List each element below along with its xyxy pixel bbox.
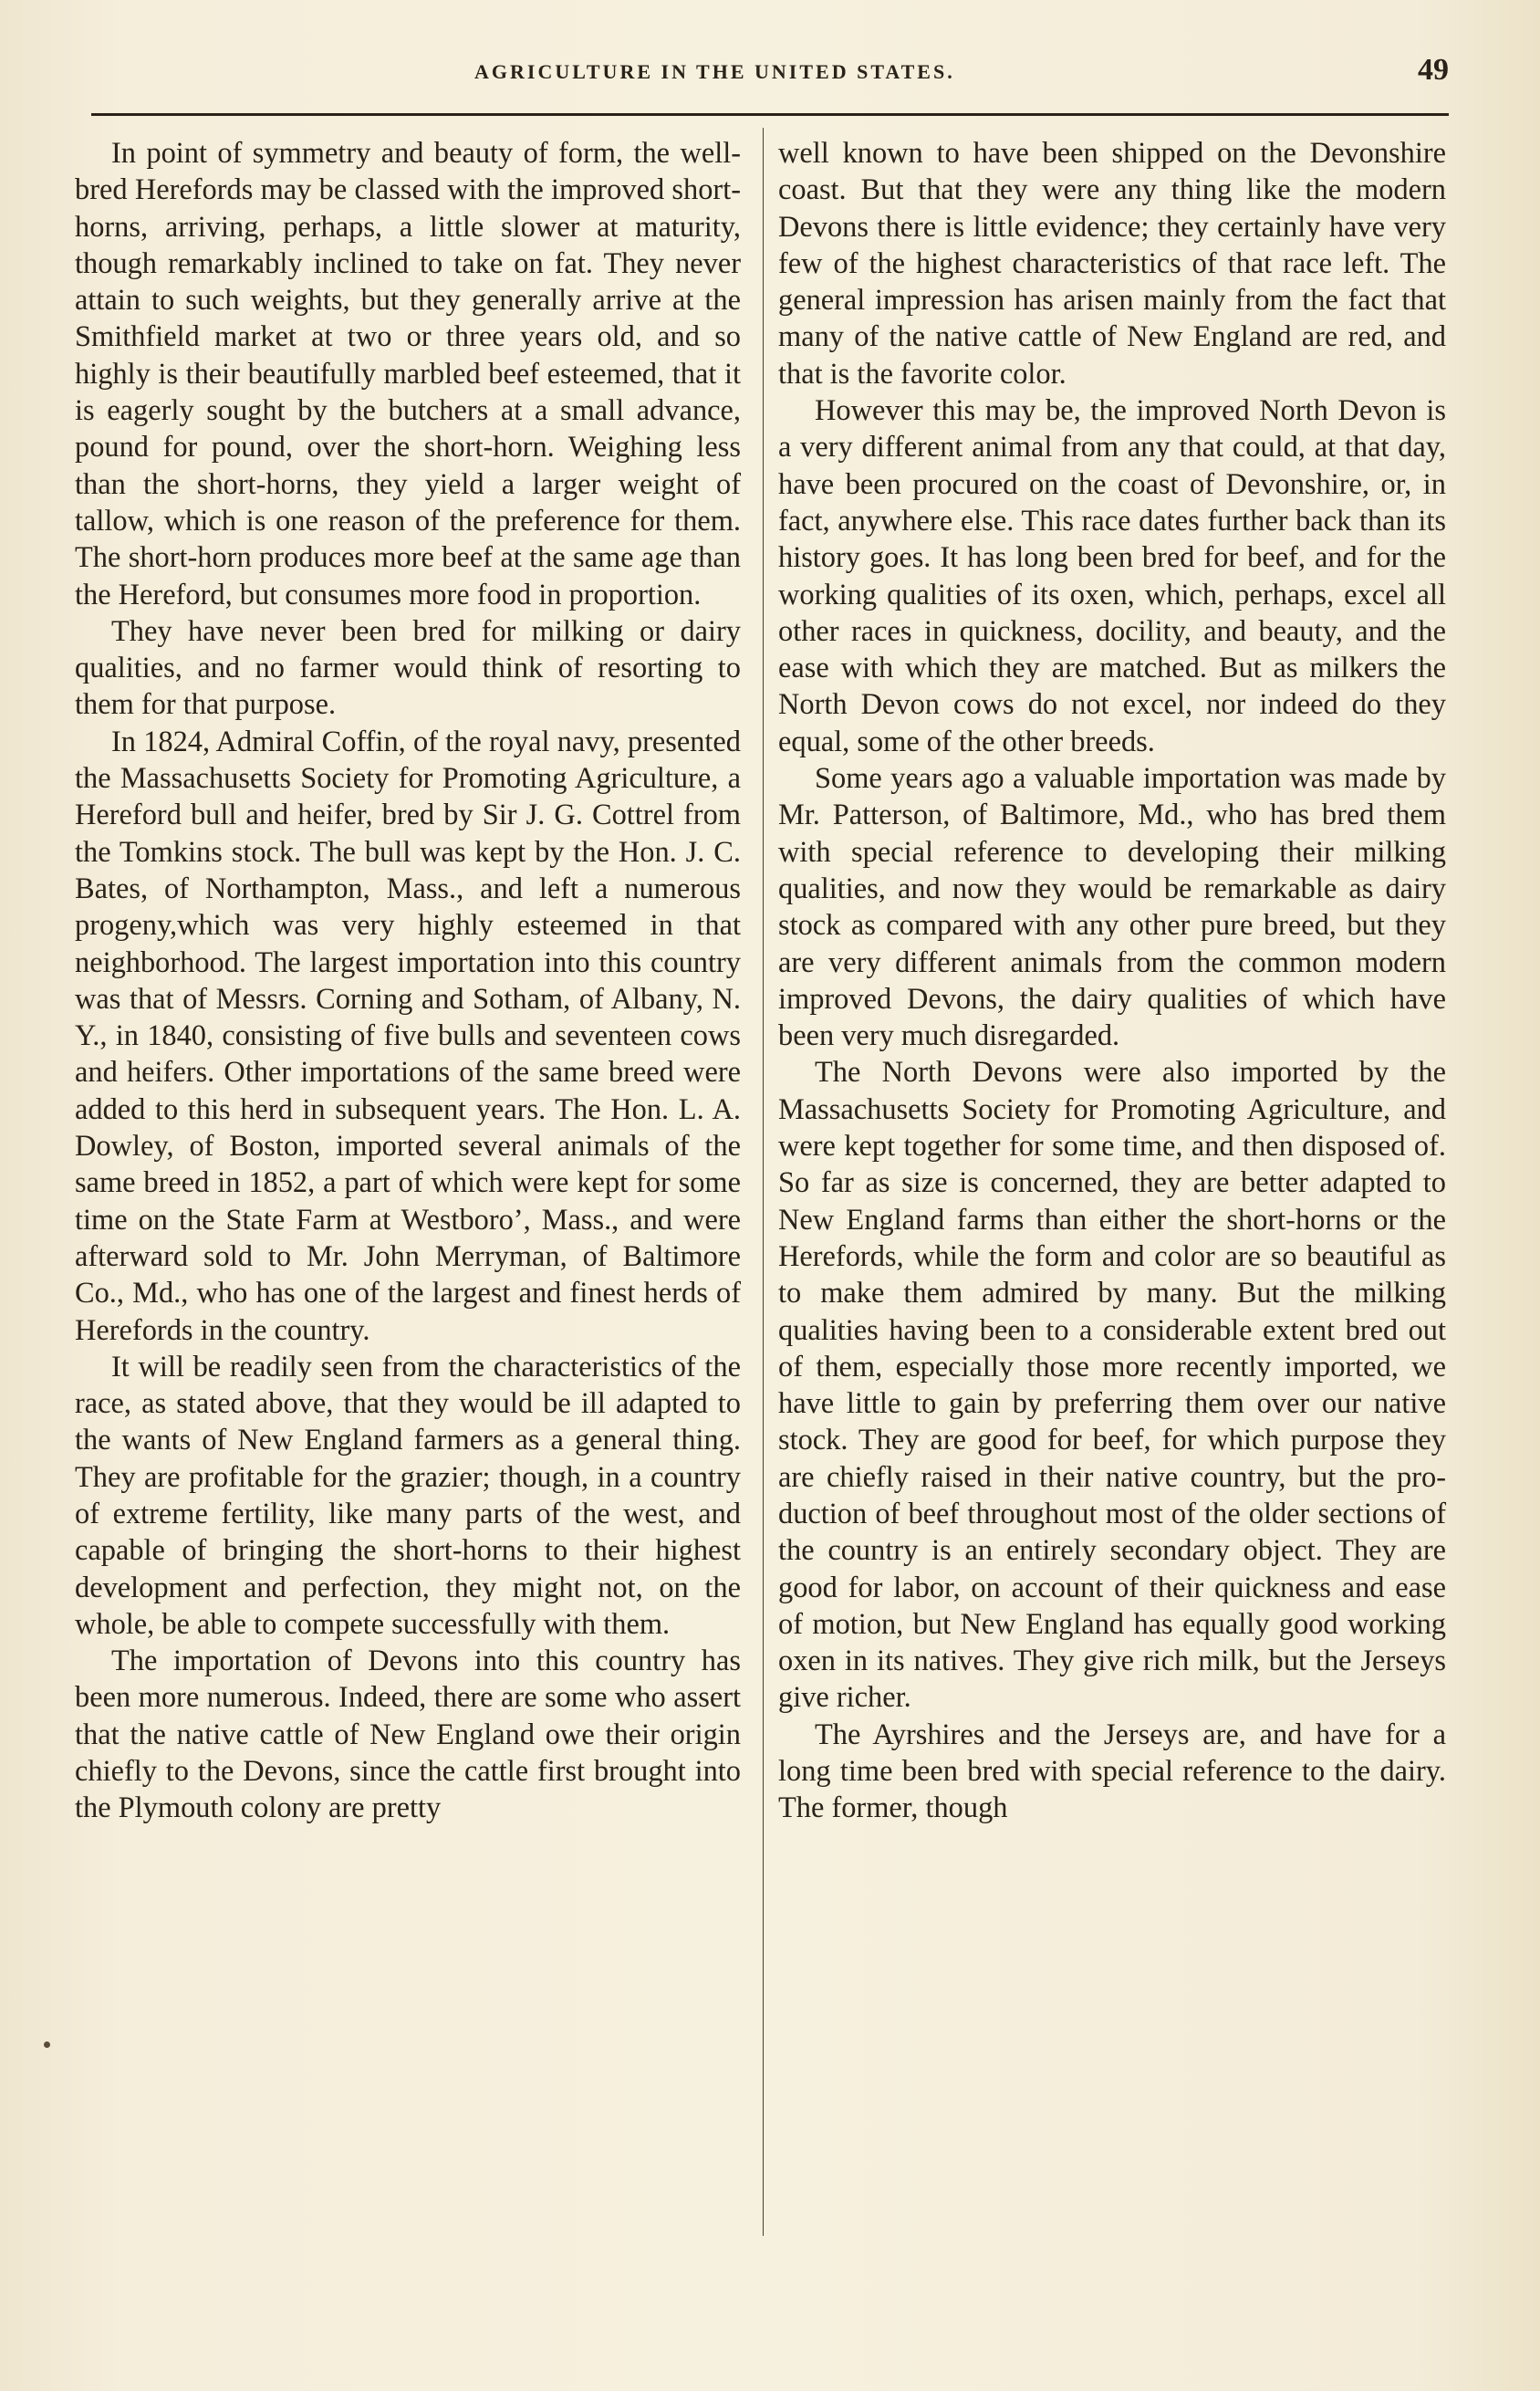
paragraph: well known to have been shipped on the Devonshire coast. But that they were any thing like the modern Devons there is little evidence; they certainly have very few of the highest characteristics of that race left. The general impression has arisen mainly from the fact that many of the native cattle of New England are red, and that is the favorite color.: [778, 137, 1446, 391]
paragraph: They have never been bred for milking or dairy qualities, and no farmer would think of resorting to them for that purpose.: [75, 614, 741, 722]
right-column: [778, 135, 1446, 1827]
paragraph: In 1824, Admiral Coffin, of the royal navy, presented the Massachusetts Society for Promoting Agriculture, a Hereford bull and heifer, bred by Sir J. G. Cottrel from the Tomkins stock. The bull was kept by the Hon. J. C. Bates, of Northampton, Mass., and left a numerous progeny,which was very highly esteemed in that neighborhood. The largest importation into this country was that of Messrs. Corning and Sotham, of Albany, N. Y., in 1840, consisting of five bulls and seventeen cows and heifers. Other importations of the same breed were added to this herd in subsequent years. The Hon. L. A. Dowley, of Boston, imported several animals of the same breed in 1852, a part of which were kept for some time on the State Farm at Westboro’, Mass., and were afterward sold to Mr. John Merryman, of Baltimore Co., Md., who has one of the largest and finest herds of Herefords in the country.: [75, 725, 741, 1347]
header-rule: [91, 113, 1449, 116]
paragraph: Some years ago a valuable importation was made by Mr. Patterson, of Baltimore, Md., who has bred them with special reference to developing their milking qualities, and now they would be remarkable as dairy stock as compared with any other pure breed, but they are very different animals from the common modern improved Devons, the dairy qualities of which have been very much disregarded.: [778, 762, 1446, 1053]
page-number: 49: [1418, 53, 1449, 87]
paragraph: The Ayrshires and the Jerseys are, and have for a long time been bred with special reference to the dairy. The former, though: [778, 1718, 1446, 1825]
column-divider: [763, 128, 764, 2236]
running-head: [91, 53, 1449, 93]
left-column: [75, 135, 741, 1827]
running-title: AGRICULTURE IN THE UNITED STATES.: [474, 60, 955, 83]
paragraph: The North Devons were also imported by the Massachusetts Society for Promoting Agriculture, and were kept together for some time, and then disposed of. So far as size is concerned, they are better adapted to New England farms than either the short-horns or the Herefords, while the form and color are so beautiful as to make them admired by many. But the milking qualities having been to a considerable extent bred out of them, especially those more recently imported, we have little to gain by preferring them over our native stock. They are good for beef, for which purpose they are chiefly raised in their native country, but the production of beef throughout most of the older sections of the country is an entirely secondary object. They are good for labor, on account of their quickness and ease of motion, but New England has equally good working oxen in its natives. They give rich milk, but the Jerseys give richer.: [778, 1056, 1446, 1715]
paragraph: It will be readily seen from the characteristics of the race, as stated above, that they would be ill adapted to the wants of New England farmers as a general thing. They are profitable for the grazier; though, in a country of extreme fertility, like many parts of the west, and capable of bringing the short-horns to their highest development and perfection, they might not, on the whole, be able to compete successfully with them.: [75, 1350, 741, 1641]
paragraph: The importation of Devons into this country has been more numerous. Indeed, there are some who assert that the native cattle of New England owe their origin chiefly to the Devons, since the cattle first brought into the Plymouth colony are pretty: [75, 1644, 741, 1825]
paragraph: In point of symmetry and beauty of form, the well-bred Herefords may be classed with the improved short-horns, arriving, perhaps, a little slower at maturity, though remarkably inclined to take on fat. They never attain to such weights, but they generally arrive at the Smithfield market at two or three years old, and so highly is their beautifully marbled beef esteemed, that it is eagerly sought by the butchers at a small advance, pound for pound, over the short-horn. Weighing less than the short-horns, they yield a larger weight of tallow, which is one reason of the preference for them. The short-horn produces more beef at the same age than the Hereford, but consumes more food in proportion.: [75, 137, 741, 611]
paragraph: However this may be, the improved North Devon is a very different animal from any that could, at that day, have been procured on the coast of Devonshire, or, in fact, anywhere else. This race dates further back than its history goes. It has long been bred for beef, and for the working qualities of its oxen, which, perhaps, excel all other races in quickness, docility, and beauty, and the ease with which they are matched. But as milkers the North Devon cows do not excel, nor indeed do they equal, some of the other breeds.: [778, 394, 1446, 758]
margin-ink-dot: [44, 2041, 50, 2048]
